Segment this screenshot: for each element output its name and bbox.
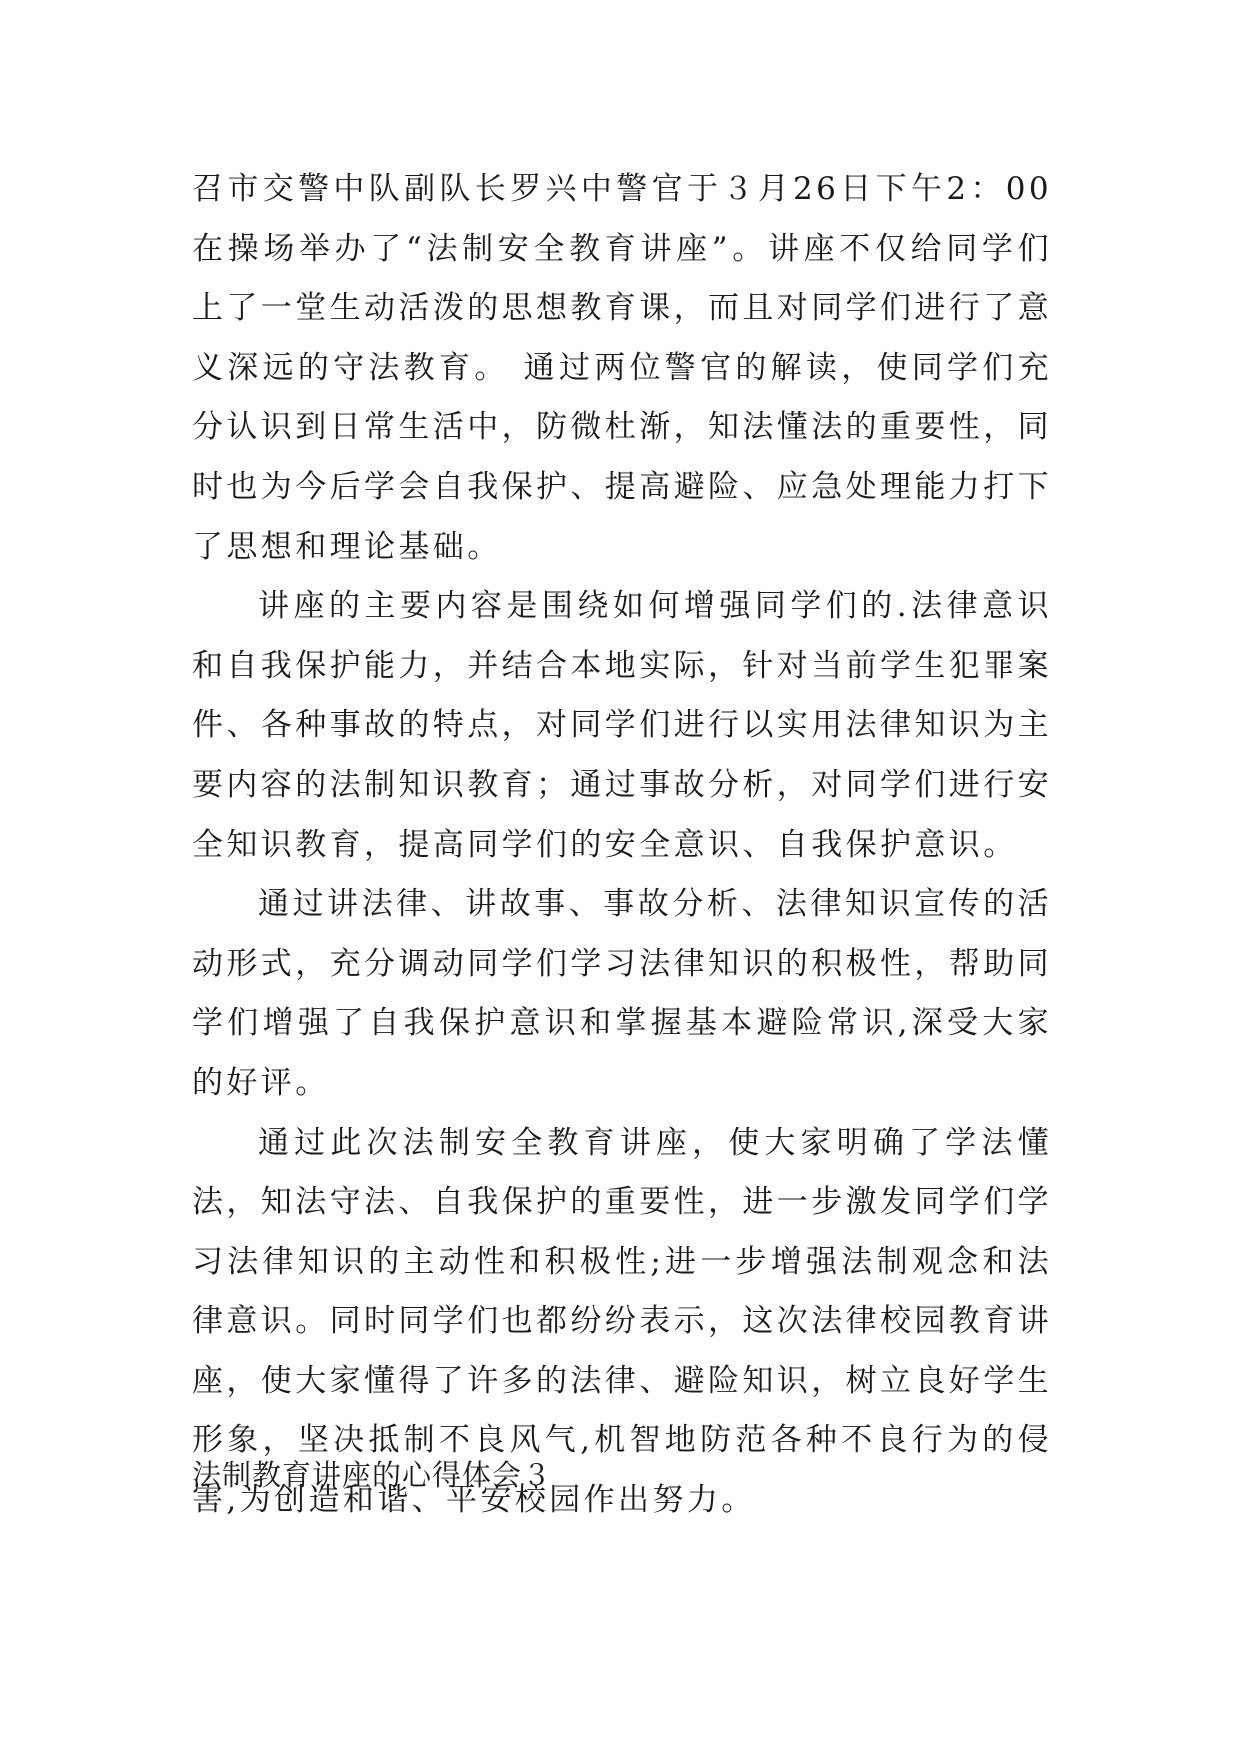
paragraph-4: 通过此次法制安全教育讲座，使大家明确了学法懂法，知法守法、自我保护的重要性，进一步激发同学们学习法律知识的主动性和积极性;进一步增强法制观念和法律意识。同时同学们也都纷纷表示，这次法律校园教育讲座，使大家懂得了许多的法律、避险知识，树立良好学生形象，坚决抵制不良风气,机智地防范各种不良行为的侵害,为创造和谐、平安校园作出努力。 <box>192 1124 1052 1519</box>
paragraph-1: 召市交警中队副队长罗兴中警官于３月26日下午2：00在操场举办了“法制安全教育讲座”。讲座不仅给同学们上了一堂生动活泼的思想教育课，而且对同学们进行了意义深远的守法教育。 通过两位警官的解读，使同学们充分认识到日常生活中，防微杜渐，知法懂法的重要性，同时也为今后学会自我保护、提高避险、应急处理能力打下了思想和理论基础。 <box>192 171 1052 565</box>
section-heading: 法制教育讲座的心得体会３ <box>192 1458 553 1492</box>
paragraph-2: 讲座的主要内容是围绕如何增强同学们的.法律意识和自我保护能力，并结合本地实际，针对当前学生犯罪案件、各种事故的特点，对同学们进行以实用法律知识为主要内容的法制知识教育；通过事故分析，对同学们进行安全知识教育，提高同学们的安全意识、自我保护意识。 <box>192 588 1052 863</box>
paragraph-3: 通过讲法律、讲故事、事故分析、法律知识宣传的活动形式，充分调动同学们学习法律知识的积极性，帮助同学们增强了自我保护意识和掌握基本避险常识,深受大家的好评。 <box>192 886 1052 1101</box>
document-body <box>192 160 1052 1531</box>
